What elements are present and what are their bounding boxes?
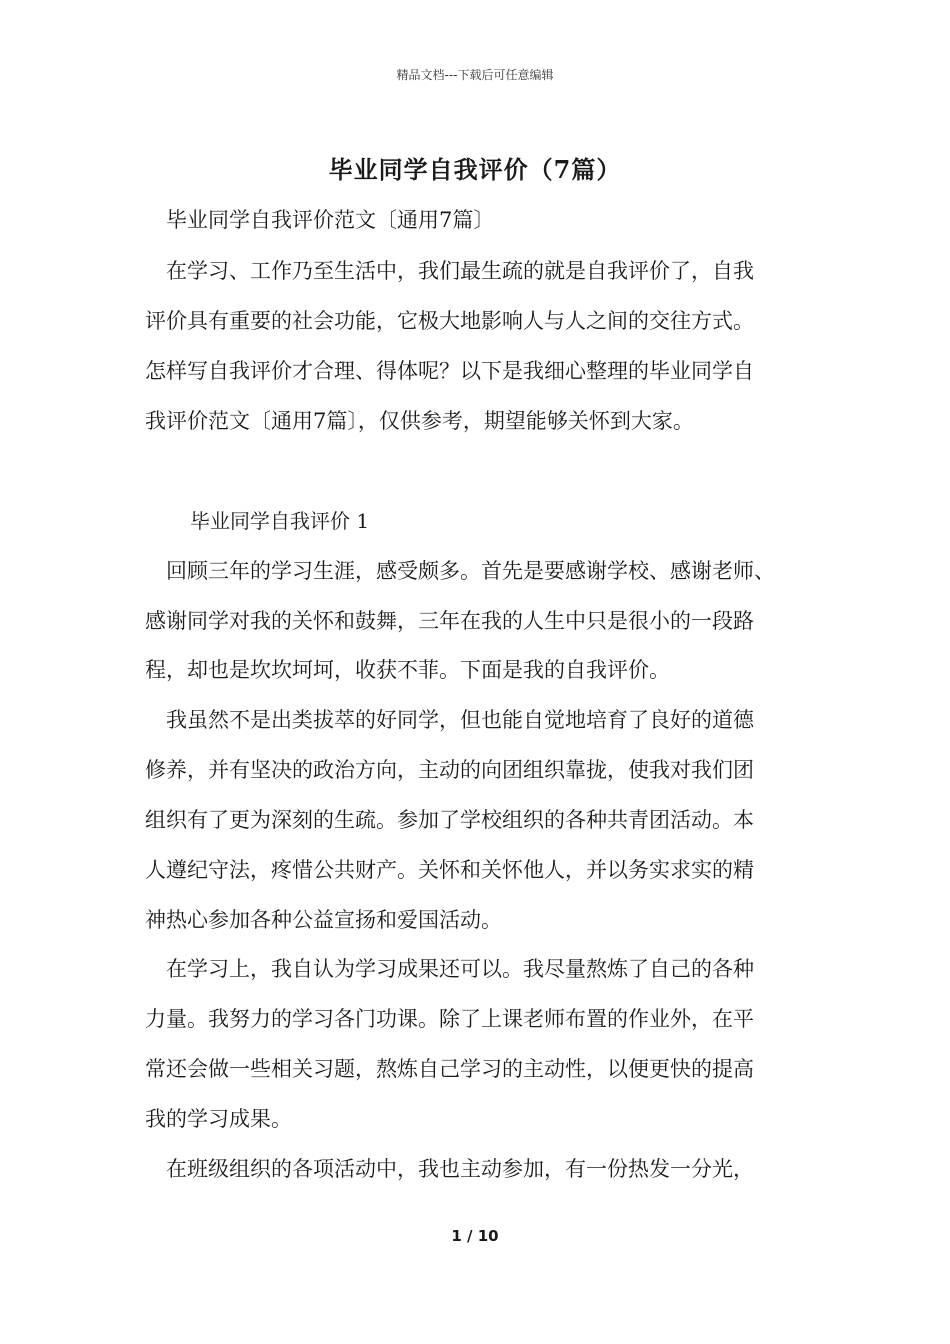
paragraph-line: 修养，并有坚决的政治方向，主动的向团组织靠拢，使我对我们团 <box>145 758 754 782</box>
paragraph-line: 常还会做一些相关习题，熬炼自己学习的主动性，以便更快的提高 <box>145 1057 754 1081</box>
paragraph-line: 我虽然不是出类拔萃的好同学，但也能自觉地培育了良好的道德 <box>166 708 754 732</box>
paragraph-line: 程，却也是坎坎坷坷，收获不菲。下面是我的自我评价。 <box>145 658 670 682</box>
paragraph-line: 人遵纪守法，疼惜公共财产。关怀和关怀他人，并以务实求实的精 <box>145 858 754 882</box>
intro-line: 在学习、工作乃至生活中，我们最生疏的就是自我评价了，自我 <box>166 259 754 283</box>
document-title: 毕业同学自我评价（7篇） <box>328 155 622 184</box>
intro-line: 我评价范文〔通用7篇〕，仅供参考，期望能够关怀到大家。 <box>145 409 694 433</box>
intro-line: 评价具有重要的社会功能，它极大地影响人与人之间的交往方式。 <box>145 309 754 333</box>
page-header: 精品文档---下载后可任意编辑 <box>396 68 554 82</box>
document-subtitle: 毕业同学自我评价范文〔通用7篇〕 <box>166 208 495 232</box>
paragraph-line: 感谢同学对我的关怀和鼓舞，三年在我的人生中只是很小的一段路 <box>145 609 754 633</box>
paragraph-line: 在班级组织的各项活动中，我也主动参加，有一份热发一分光， <box>166 1157 754 1181</box>
paragraph-line: 力量。我努力的学习各门功课。除了上课老师布置的作业外，在平 <box>145 1007 754 1031</box>
paragraph-line: 组织有了更为深刻的生疏。参加了学校组织的各种共青团活动。本 <box>145 808 754 832</box>
page-number: 1 / 10 <box>451 1227 499 1245</box>
section-heading: 毕业同学自我评价 1 <box>190 509 370 533</box>
paragraph-line: 神热心参加各种公益宣扬和爱国活动。 <box>145 908 502 932</box>
paragraph-line: 回顾三年的学习生涯，感受颇多。首先是要感谢学校、感谢老师、 <box>166 559 775 583</box>
paragraph-line: 我的学习成果。 <box>145 1107 292 1131</box>
paragraph-line: 在学习上，我自认为学习成果还可以。我尽量熬炼了自己的各种 <box>166 957 754 981</box>
intro-line: 怎样写自我评价才合理、得体呢？以下是我细心整理的毕业同学自 <box>145 359 754 383</box>
